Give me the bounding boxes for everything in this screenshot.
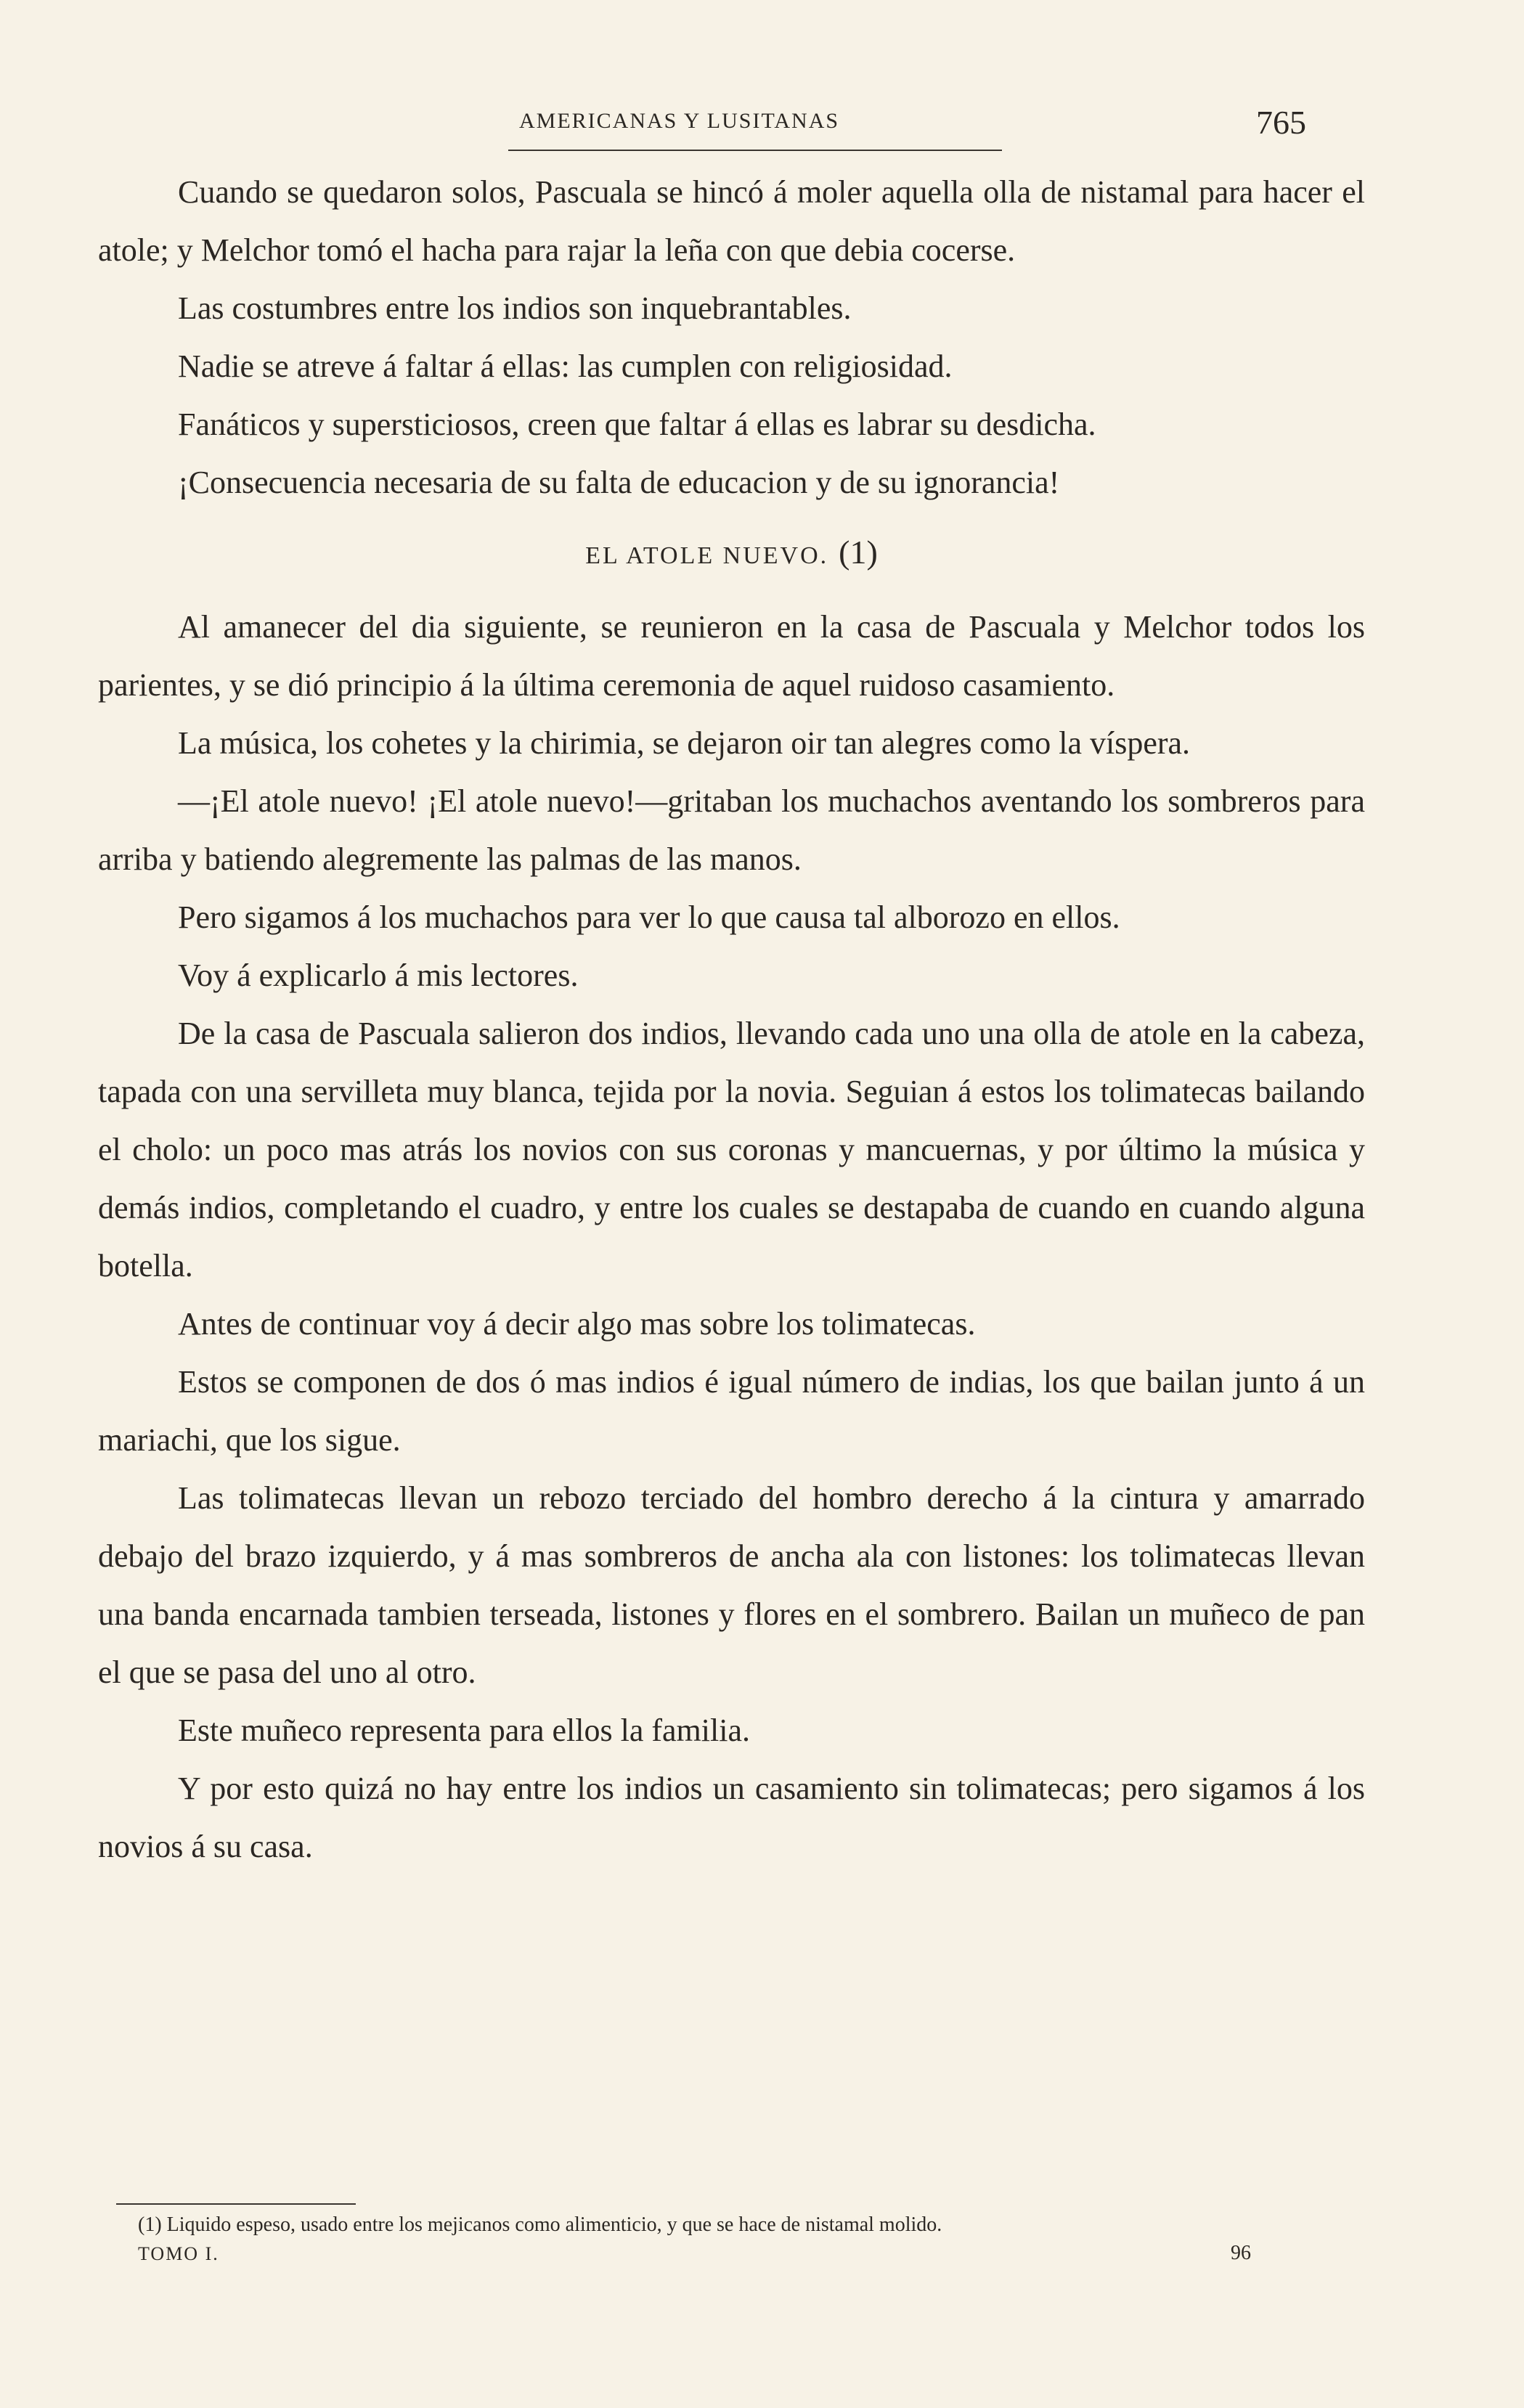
volume-label: TOMO I. — [138, 2243, 219, 2264]
paragraph: Estos se componen de dos ó mas indios é igual número de indias, los que bailan junto á un mariachi, que los sigue. — [98, 1364, 1365, 1458]
paragraph: Al amanecer del dia siguiente, se reunieron en la casa de Pascuala y Melchor todos los parientes, y se dió principio á la última ceremonia de aquel ruidoso casamiento. — [98, 609, 1365, 703]
signature-mark: 96 — [1231, 2242, 1251, 2264]
footnote-reference: (1) — [839, 534, 878, 571]
running-title: AMERICANAS Y LUSITANAS — [519, 109, 840, 133]
header-rule — [508, 150, 1002, 151]
paragraph: Pero sigamos á los muchachos para ver lo que causa tal alborozo en ellos. — [178, 899, 1120, 935]
paragraph: De la casa de Pascuala salieron dos indios, llevando cada uno una olla de atole en la cabeza, tapada con una servilleta muy blanca, tejida por la novia. Seguian á estos los tolimatecas bailando el cholo: un poco mas atrás los novios con sus coronas y mancuernas, y por último la música y demás indios, completando el cuadro, y entre los cuales se destapaba de cuando en cuando alguna botella. — [98, 1016, 1365, 1283]
paragraph: Cuando se quedaron solos, Pascuala se hincó á moler aquella olla de nistamal para hacer el atole; y Melchor tomó el hacha para rajar la leña con que debia cocerse. — [98, 174, 1365, 268]
paragraph: Nadie se atreve á faltar á ellas: las cumplen con religiosidad. — [178, 348, 953, 384]
paragraph: Voy á explicarlo á mis lectores. — [178, 958, 579, 993]
footnote: (1) Liquido espeso, usado entre los mejicanos como alimenticio, y que se hace de nistamal molido. — [138, 2213, 942, 2236]
footnote-rule — [116, 2203, 356, 2205]
page-header — [0, 102, 1524, 160]
section-title: EL ATOLE NUEVO. — [585, 542, 829, 569]
paragraph: La música, los cohetes y la chirimia, se dejaron oir tan alegres como la víspera. — [178, 725, 1191, 761]
paragraph: Fanáticos y supersticiosos, creen que faltar á ellas es labrar su desdicha. — [178, 407, 1096, 442]
body-text — [98, 163, 1365, 1876]
paragraph: Y por esto quizá no hay entre los indios un casamiento sin tolimatecas; pero sigamos á los novios á su casa. — [98, 1771, 1365, 1864]
page-number: 765 — [1256, 104, 1306, 141]
paragraph: Antes de continuar voy á decir algo mas sobre los tolimatecas. — [178, 1306, 976, 1342]
paragraph: ¡Consecuencia necesaria de su falta de educacion y de su ignorancia! — [178, 465, 1060, 500]
section-heading — [98, 523, 1365, 585]
paragraph: Las costumbres entre los indios son inquebrantables. — [178, 290, 852, 326]
paragraph: Este muñeco representa para ellos la familia. — [178, 1713, 750, 1748]
paragraph: Las tolimatecas llevan un rebozo terciado del hombro derecho á la cintura y amarrado debajo del brazo izquierdo, y á mas sombreros de ancha ala con listones: los tolimatecas llevan una banda encarnada tambien terseada, listones y flores en el sombrero. Bailan un muñeco de pan el que se pasa del uno al otro. — [98, 1480, 1365, 1690]
paragraph: —¡El atole nuevo! ¡El atole nuevo!—gritaban los muchachos aventando los sombreros para arriba y batiendo alegremente las palmas de las manos. — [98, 783, 1365, 877]
